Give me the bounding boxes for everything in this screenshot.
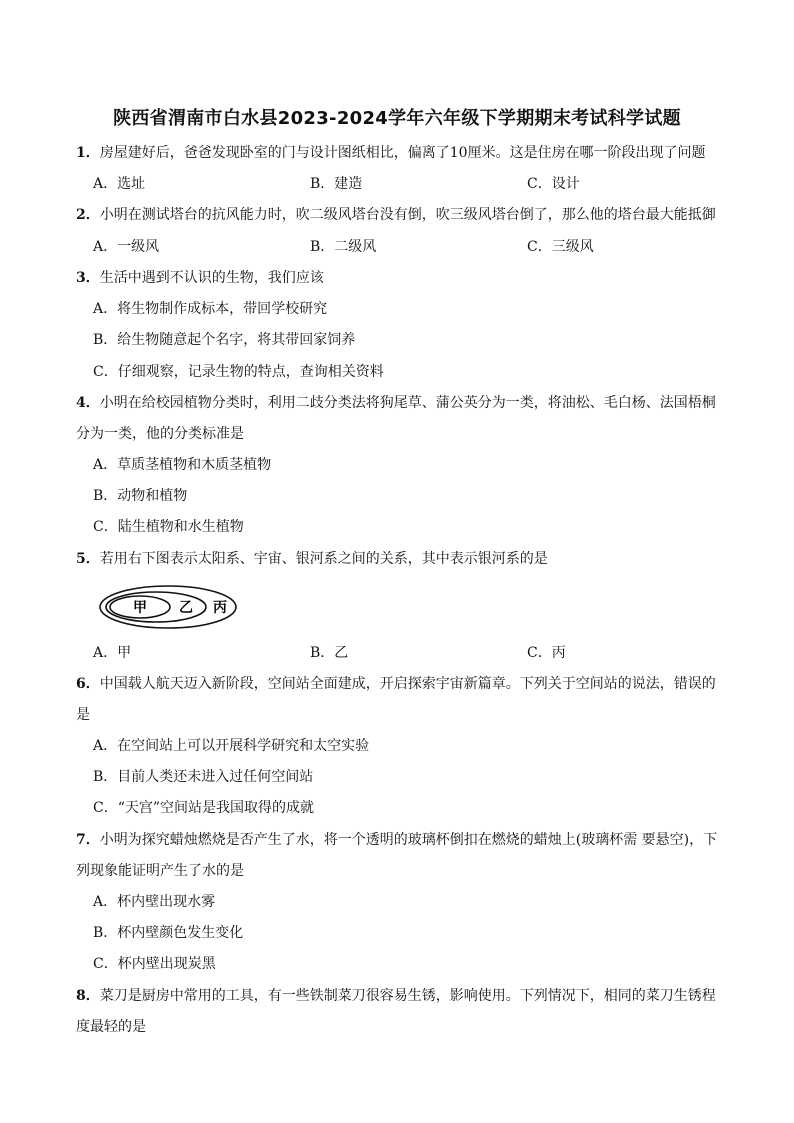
question-6 <box>76 674 716 694</box>
option-a: A．一级风 <box>93 239 160 255</box>
question-text: 房屋建好后，爸爸发现卧室的门与设计图纸相比，偏离了10厘米。这是住房在哪一阶段出现了问题 <box>99 145 706 161</box>
question-text: 小明在测试塔台的抗风能力时，吹二级风塔台没有倒，吹三级风塔台倒了，那么他的塔台最大能抵御 <box>99 207 716 223</box>
question-text: 小明在给校园植物分类时，利用二歧分类法将狗尾草、蒲公英分为一类，将油松、毛白杨、法国梧桐 <box>99 395 716 411</box>
question-4-continued: 分为一类，他的分类标准是 <box>76 426 244 442</box>
label-bing: 丙 <box>213 600 227 616</box>
question-number: 6． <box>76 676 100 692</box>
option-c: C．杯内壁出现炭黑 <box>93 956 216 972</box>
question-8-continued: 度最轻的是 <box>76 1019 146 1035</box>
question-3 <box>76 268 324 288</box>
option-c: C．陆生植物和水生植物 <box>93 519 244 535</box>
question-text: 菜刀是厨房中常用的工具，有一些铁制菜刀很容易生锈，影响使用。下列情况下，相同的菜刀生锈程 <box>99 988 716 1004</box>
question-2 <box>76 205 716 225</box>
question-1 <box>76 143 706 163</box>
question-text: 中国载人航天迈入新阶段，空间站全面建成，开启探索宇宙新篇章。下列关于空间站的说法，错误的 <box>99 676 716 692</box>
label-jia: 甲 <box>133 600 147 616</box>
nested-ellipse-diagram <box>98 584 238 630</box>
option-b: B．目前人类还未进入过任何空间站 <box>93 769 314 785</box>
question-number: 8． <box>76 988 100 1004</box>
label-yi: 乙 <box>179 600 193 616</box>
question-number: 4． <box>76 395 100 411</box>
option-a: A．草质茎植物和木质茎植物 <box>93 457 272 473</box>
option-b: B．建造 <box>310 176 363 192</box>
option-c: C．丙 <box>527 645 566 661</box>
question-5 <box>76 549 548 569</box>
option-b: B．二级风 <box>310 239 377 255</box>
option-b: B．给生物随意起个名字，将其带回家饲养 <box>93 332 356 348</box>
option-c: C．三级风 <box>527 239 594 255</box>
question-4 <box>76 393 716 413</box>
option-b: B．杯内壁颜色发生变化 <box>93 925 244 941</box>
question-7-continued: 列现象能证明产生了水的是 <box>76 863 244 879</box>
option-b: B．动物和植物 <box>93 488 188 504</box>
option-c: C．设计 <box>527 176 580 192</box>
question-text: 小明为探究蜡烛燃烧是否产生了水，将一个透明的玻璃杯倒扣在燃烧的蜡烛上(玻璃杯需 要悬空)，下 <box>99 832 718 848</box>
option-a: A．在空间站上可以开展科学研究和太空实验 <box>93 738 370 754</box>
question-text: 生活中遇到不认识的生物，我们应该 <box>99 270 324 286</box>
option-c: C．“天宫”空间站是我国取得的成就 <box>93 800 315 816</box>
question-number: 3． <box>76 270 100 286</box>
option-c: C．仔细观察，记录生物的特点，查询相关资料 <box>93 364 384 380</box>
question-8 <box>76 986 716 1006</box>
question-number: 2． <box>76 207 100 223</box>
page-title: 陕西省渭南市白水县2023-2024学年六年级下学期期末考试科学试题 <box>113 108 681 129</box>
option-a: A．甲 <box>93 645 132 661</box>
option-a: A．选址 <box>93 176 146 192</box>
question-6-continued: 是 <box>76 707 90 723</box>
question-number: 7． <box>76 832 100 848</box>
question-number: 1． <box>76 145 100 161</box>
option-a: A．将生物制作成标本，带回学校研究 <box>93 301 328 317</box>
option-b: B．乙 <box>310 645 349 661</box>
question-7 <box>76 830 717 850</box>
option-a: A．杯内壁出现水雾 <box>93 894 216 910</box>
question-text: 若用右下图表示太阳系、宇宙、银河系之间的关系，其中表示银河系的是 <box>99 551 548 567</box>
question-number: 5． <box>76 551 100 567</box>
